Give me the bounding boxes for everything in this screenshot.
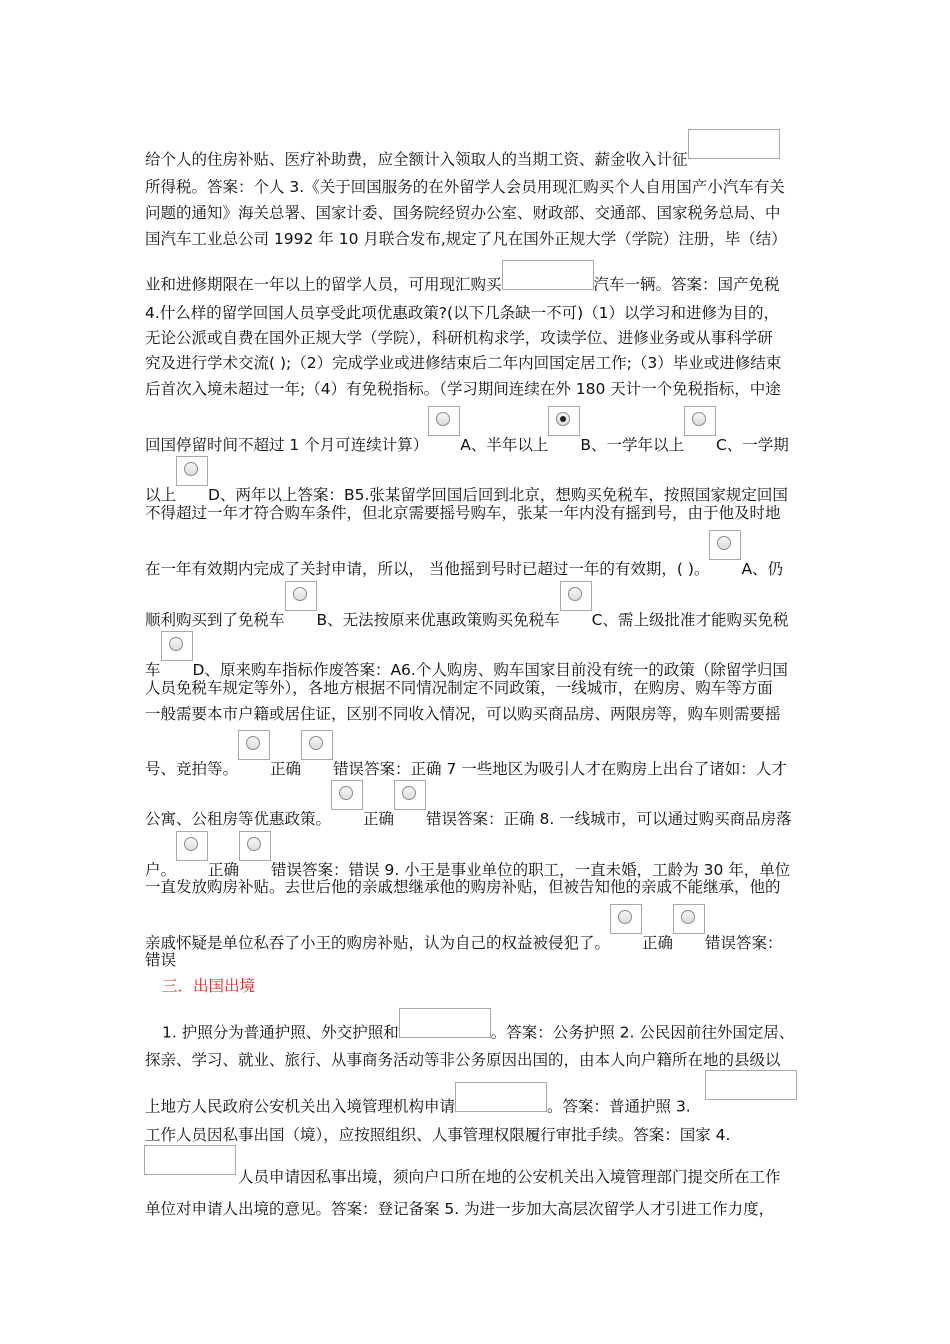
option-false-radio[interactable] [394, 780, 426, 810]
text-line: 错误 [145, 951, 177, 969]
option-true-radio[interactable] [238, 730, 270, 760]
question-options: 在一年有效期内完成了关封申请，所以， 当他摇到号时已超过一年的有效期，( )。 A、仍 [145, 544, 810, 580]
text-line: 一般需要本市户籍或居住证，区别不同收入情况，可以购买商品房、两限房等，购车则需要摇 [145, 705, 781, 723]
question-options: 回国停留时间不超过 1 个月可连续计算） A、半年以上 B、一学年以上 C、一学期 [145, 420, 810, 456]
option-b-radio[interactable] [548, 406, 580, 436]
option-c-radio[interactable] [684, 406, 716, 436]
text-line: 探亲、学习、就业、旅行、从事商务活动等非公务原因出国的，由本人向户籍所在地的县级以 [145, 1051, 781, 1069]
option-false-radio[interactable] [301, 730, 333, 760]
text-line: 国汽车工业总公司 1992 年 10 月联合发布,规定了凡在国外正规大学（学院）注册，毕（结） [145, 230, 787, 248]
text-line: 后首次入境未超过一年;（4）有免税指标。（学习期间连续在外 180 天计一个免税指标，中途 [145, 380, 781, 398]
question-options: 亲戚怀疑是单位私吞了小王的购房补贴，认为自己的权益被侵犯了。 正确 错误答案： [145, 918, 810, 954]
option-false-radio[interactable] [673, 904, 705, 934]
option-true-radio[interactable] [176, 831, 208, 861]
text-line: 一直发放购房补贴。去世后他的亲戚想继承他的购房补贴，但被告知他的亲戚不能继承，他的 [145, 878, 781, 896]
text-line: 不得超过一年才符合购车条件，但北京需要摇号购车，张某一年内没有摇到号，由于他及时地 [145, 504, 781, 522]
text-line: 4.什么样的留学回国人员享受此项优惠政策?(以下几条缺一不可)（1）以学习和进修为目的， [145, 304, 779, 322]
answer-input[interactable] [144, 1145, 236, 1175]
text-line: 单位对申请人出境的意见。答案：登记备案 5. 为进一步加大高层次留学人才引进工作力度， [145, 1200, 775, 1218]
text-line: 人员免税车规定等外），各地方根据不同情况制定不同政策，一线城市，在购房、购车等方面 [145, 679, 773, 697]
option-false-radio[interactable] [239, 831, 271, 861]
answer-input[interactable] [705, 1070, 797, 1100]
text-line: 问题的通知》海关总署、国家计委、国务院经贸办公室、财政部、交通部、国家税务总局、中 [145, 204, 781, 222]
question-options: 以上 D、两年以上答案：B5.张某留学回国后回到北京，想购买免税车，按照国家规定回国 [145, 470, 810, 506]
answer-input[interactable] [502, 260, 594, 290]
option-b-radio[interactable] [285, 581, 317, 611]
text-line: 给个人的住房补贴、医疗补助费，应全额计入领取人的当期工资、薪金收入计征 [145, 145, 810, 175]
question-options: 车 D、原来购车指标作废答案：A6.个人购房、购车国家目前没有统一的政策（除留学归国 [145, 645, 810, 681]
question-options: 顺利购买到了免税车 B、无法按原来优惠政策购买免税车 C、需上级批准才能购买免税 [145, 595, 810, 631]
text-line: 工作人员因私事出国（境），应按照组织、人事管理权限履行审批手续。答案：国家 4. [145, 1126, 731, 1144]
text-line: 业和进修期限在一年以上的留学人员，可用现汇购买 汽车一辆。答案：国产免税 [145, 270, 810, 300]
option-d-radio[interactable] [176, 456, 208, 486]
option-a-radio[interactable] [709, 530, 741, 560]
section-heading: 三．出国出境 [162, 977, 256, 995]
answer-input[interactable] [399, 1008, 491, 1038]
option-true-radio[interactable] [331, 780, 363, 810]
text-line: 究及进行学术交流( );（2）完成学业或进修结束后二年内回国定居工作;（3）毕业或进修结束 [145, 354, 782, 372]
text-line: 所得税。答案：个人 3.《关于回国服务的在外留学人会员用现汇购买个人自用国产小汽车有关 [145, 178, 785, 196]
option-a-radio[interactable] [428, 406, 460, 436]
option-c-radio[interactable] [560, 581, 592, 611]
option-d-radio[interactable] [161, 631, 193, 661]
question-options: 公寓、公租房等优惠政策。 正确 错误答案：正确 8. 一线城市，可以通过购买商品房落 [145, 794, 810, 830]
text-line: 人员申请因私事出境，须向户口所在地的公安机关出入境管理部门提交所在工作 [238, 1168, 781, 1186]
question-options: 号、竞拍等。 正确 错误答案：正确 7 一些地区为吸引人才在购房上出台了诸如：人才 [145, 744, 810, 780]
question-options: 户。 正确 错误答案：错误 9. 小王是事业单位的职工，一直未婚，工龄为 30 年，单位 [145, 845, 810, 881]
answer-input[interactable] [455, 1082, 547, 1112]
answer-input[interactable] [688, 129, 780, 159]
option-true-radio[interactable] [610, 904, 642, 934]
text-line: 无论公派或自费在国外正规大学（学院），科研机构求学，攻读学位、进修业务或从事科学研 [145, 329, 773, 347]
text-line: 上地方人民政府公安机关出入境管理机构申请 。答案：普通护照 3. [145, 1092, 810, 1122]
text-line: 1. 护照分为普通护照、外交护照和 。答案：公务护照 2. 公民因前往外国定居、 [162, 1018, 827, 1048]
